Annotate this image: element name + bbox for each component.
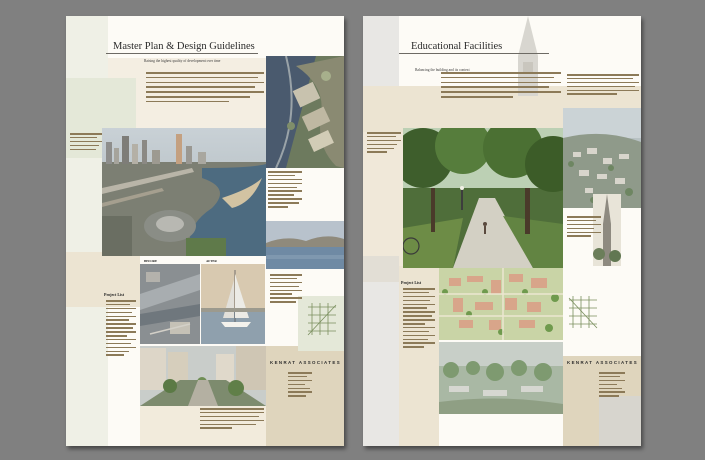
project-list-heading: Project List (401, 280, 422, 285)
background-panel (363, 256, 399, 446)
title-rule (399, 53, 549, 54)
photo-caption (270, 274, 302, 305)
site-grid-icon (567, 294, 599, 335)
project-list (106, 300, 136, 358)
campus-aerial-photo (563, 108, 641, 208)
background-panel (66, 252, 140, 307)
brochure-page-educational-facilities (363, 16, 641, 446)
aerial-site-plan-photo (266, 56, 344, 168)
photo-caption (567, 216, 601, 239)
page-subtitle: Balancing the building and its context (415, 68, 470, 72)
intro-paragraph (146, 72, 264, 105)
intro-paragraph (441, 72, 561, 101)
sidebar-caption (367, 132, 401, 155)
contact-info (599, 372, 625, 399)
streetscape-rendering-photo (140, 346, 266, 406)
photo-label-before: BEFORE (144, 259, 158, 263)
sidebar-paragraph (567, 74, 639, 97)
campus-walkway-photo (403, 128, 563, 268)
page-title: Educational Facilities (411, 41, 503, 52)
project-list (403, 288, 435, 350)
page-title: Master Plan & Design Guidelines (113, 41, 255, 52)
after-sailboat-photo (201, 264, 265, 344)
before-aerial-photo (140, 264, 200, 344)
sidebar-caption (70, 133, 102, 152)
site-grid-icon (306, 301, 338, 342)
campus-landscape-rendering (439, 342, 563, 414)
photo-caption (268, 171, 302, 210)
photo-label-after: AFTER (206, 259, 217, 263)
title-rule (106, 53, 258, 54)
background-panel (599, 396, 641, 446)
project-list-heading: Project List (104, 292, 125, 297)
contact-info (288, 372, 312, 399)
city-harbor-aerial-photo (102, 128, 266, 256)
background-panel (363, 16, 399, 86)
coastal-landscape-photo (266, 221, 344, 269)
page-subtitle: Raising the highest quality of development over time (144, 59, 221, 63)
firm-name: KENRAT ASSOCIATES (270, 360, 342, 365)
campus-site-plan (439, 268, 563, 340)
firm-name: KENRAT ASSOCIATES (567, 360, 639, 365)
brochure-page-master-plan (66, 16, 344, 446)
closing-paragraph (200, 408, 264, 431)
